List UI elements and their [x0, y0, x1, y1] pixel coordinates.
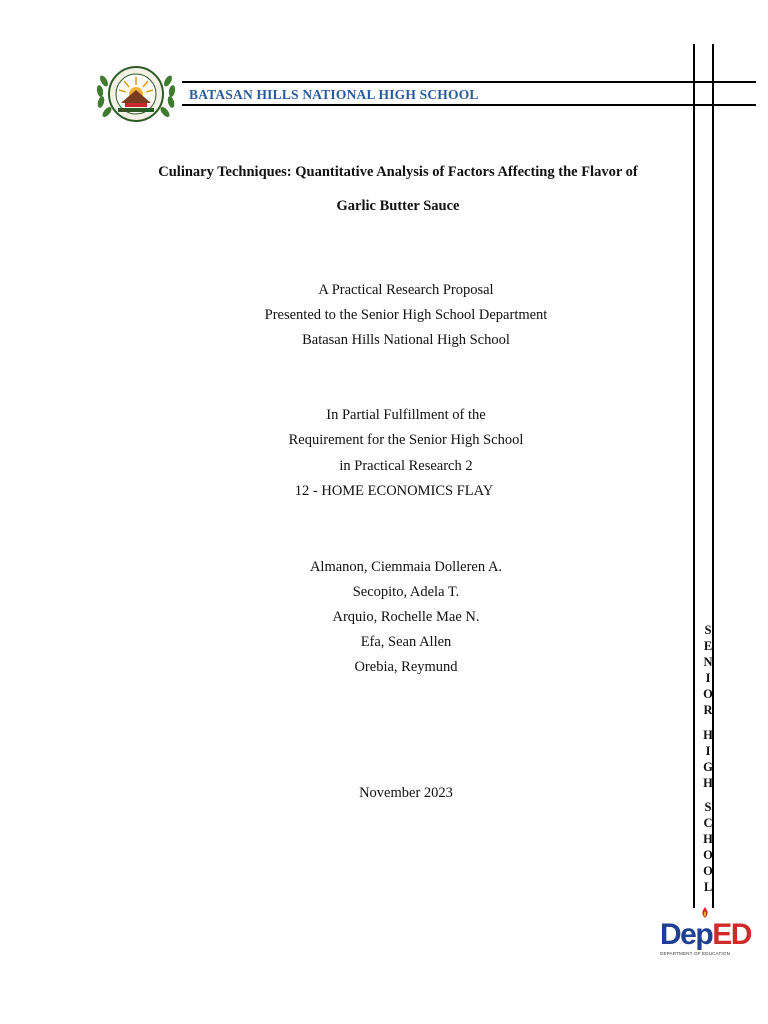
vertical-letter: I: [705, 743, 711, 758]
research-title-line-1: Culinary Techniques: Quantitative Analysis of Factors Affecting the Flavor of: [158, 164, 638, 180]
senior-high-school-vertical-label: [697, 622, 719, 896]
proposal-line-2: Presented to the Senior High School Department: [264, 307, 548, 323]
vertical-letter: G: [703, 759, 713, 774]
author-name: Secopito, Adela T.: [352, 584, 460, 600]
vertical-letter: O: [703, 864, 713, 879]
vertical-letter: E: [703, 639, 713, 654]
fulfillment-line-1: In Partial Fulfillment of the: [326, 407, 486, 423]
vertical-letter: I: [705, 671, 711, 686]
author-name: Arquio, Rochelle Mae N.: [332, 609, 480, 625]
author-name: Orebia, Reymund: [354, 659, 458, 675]
vertical-letter: O: [703, 687, 713, 702]
proposal-line-3: Batasan Hills National High School: [302, 332, 510, 348]
vertical-letter: S: [704, 799, 712, 814]
vertical-letter: S: [704, 623, 712, 637]
section-label: 12 - HOME ECONOMICS FLAY: [294, 483, 494, 499]
author-name: Almanon, Ciemmaia Dolleren A.: [309, 559, 503, 575]
vertical-letter: L: [703, 880, 713, 895]
school-seal-icon: [94, 63, 178, 125]
header-rule-bottom: [182, 104, 756, 106]
deped-subtitle: DEPARTMENT OF EDUCATION: [660, 951, 731, 956]
vertical-letter: H: [703, 832, 713, 847]
deped-logo: DepED: [660, 918, 751, 951]
author-name: Efa, Sean Allen: [360, 634, 452, 650]
school-name-header: BATASAN HILLS NATIONAL HIGH SCHOOL: [189, 87, 479, 102]
fulfillment-line-3: in Practical Research 2: [339, 458, 473, 474]
header-rule-top: [182, 81, 756, 83]
vertical-letter: N: [703, 655, 713, 670]
vertical-letter: H: [703, 775, 713, 790]
vertical-letter: C: [703, 816, 713, 831]
fulfillment-line-2: Requirement for the Senior High School: [288, 432, 524, 448]
research-title-line-2: Garlic Butter Sauce: [336, 198, 460, 214]
proposal-line-1: A Practical Research Proposal: [318, 282, 494, 298]
vertical-letter: R: [703, 703, 713, 718]
vertical-letter: O: [703, 848, 713, 863]
vertical-letter: H: [703, 727, 713, 742]
submission-date: November 2023: [359, 785, 453, 801]
